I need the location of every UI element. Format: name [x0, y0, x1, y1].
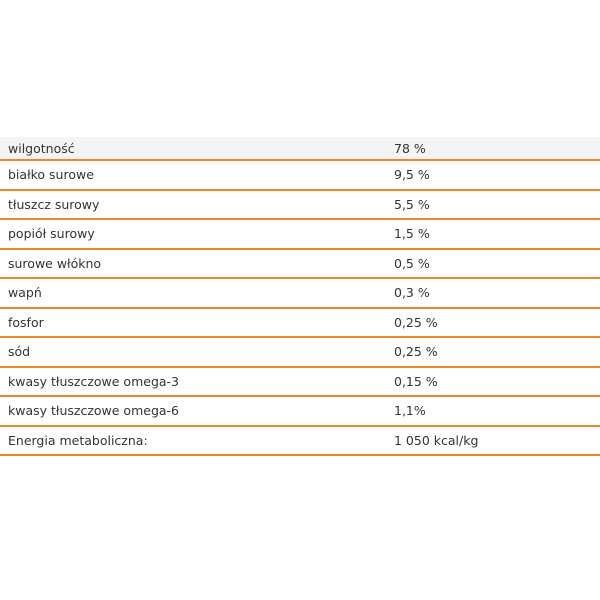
- table-row: [0, 250, 600, 280]
- nutrient-value: 0,3 %: [394, 285, 430, 301]
- nutrient-name: wapń: [8, 285, 42, 301]
- nutrient-value: 78 %: [394, 140, 426, 156]
- nutrient-value: 1,1%: [394, 403, 426, 419]
- table-row: [0, 397, 600, 427]
- nutrient-value: 1,5 %: [394, 226, 430, 242]
- nutrient-value: 1 050 kcal/kg: [394, 432, 479, 448]
- nutrient-name: Energia metaboliczna:: [8, 432, 148, 448]
- nutrition-table: [0, 137, 600, 456]
- table-row: [0, 427, 600, 457]
- nutrient-value: 0,25 %: [394, 314, 438, 330]
- nutrient-value: 5,5 %: [394, 196, 430, 212]
- nutrient-name: popiół surowy: [8, 226, 95, 242]
- nutrient-name: białko surowe: [8, 167, 94, 183]
- table-row: [0, 161, 600, 191]
- nutrient-name: fosfor: [8, 314, 44, 330]
- table-row: [0, 220, 600, 250]
- nutrient-name: tłuszcz surowy: [8, 196, 100, 212]
- table-row: [0, 368, 600, 398]
- nutrient-name: sód: [8, 344, 31, 360]
- nutrient-name: kwasy tłuszczowe omega-3: [8, 373, 179, 389]
- nutrient-name: surowe włókno: [8, 255, 102, 271]
- nutrient-value: 0,5 %: [394, 255, 430, 271]
- nutrient-value: 9,5 %: [394, 167, 430, 183]
- table-row: [0, 279, 600, 309]
- table-row: [0, 309, 600, 339]
- nutrient-value: 0,25 %: [394, 344, 438, 360]
- table-row: [0, 338, 600, 368]
- nutrient-name: kwasy tłuszczowe omega-6: [8, 403, 179, 419]
- nutrient-value: 0,15 %: [394, 373, 438, 389]
- nutrient-name: wilgotność: [8, 140, 75, 156]
- table-row: [0, 137, 600, 161]
- table-row: [0, 191, 600, 221]
